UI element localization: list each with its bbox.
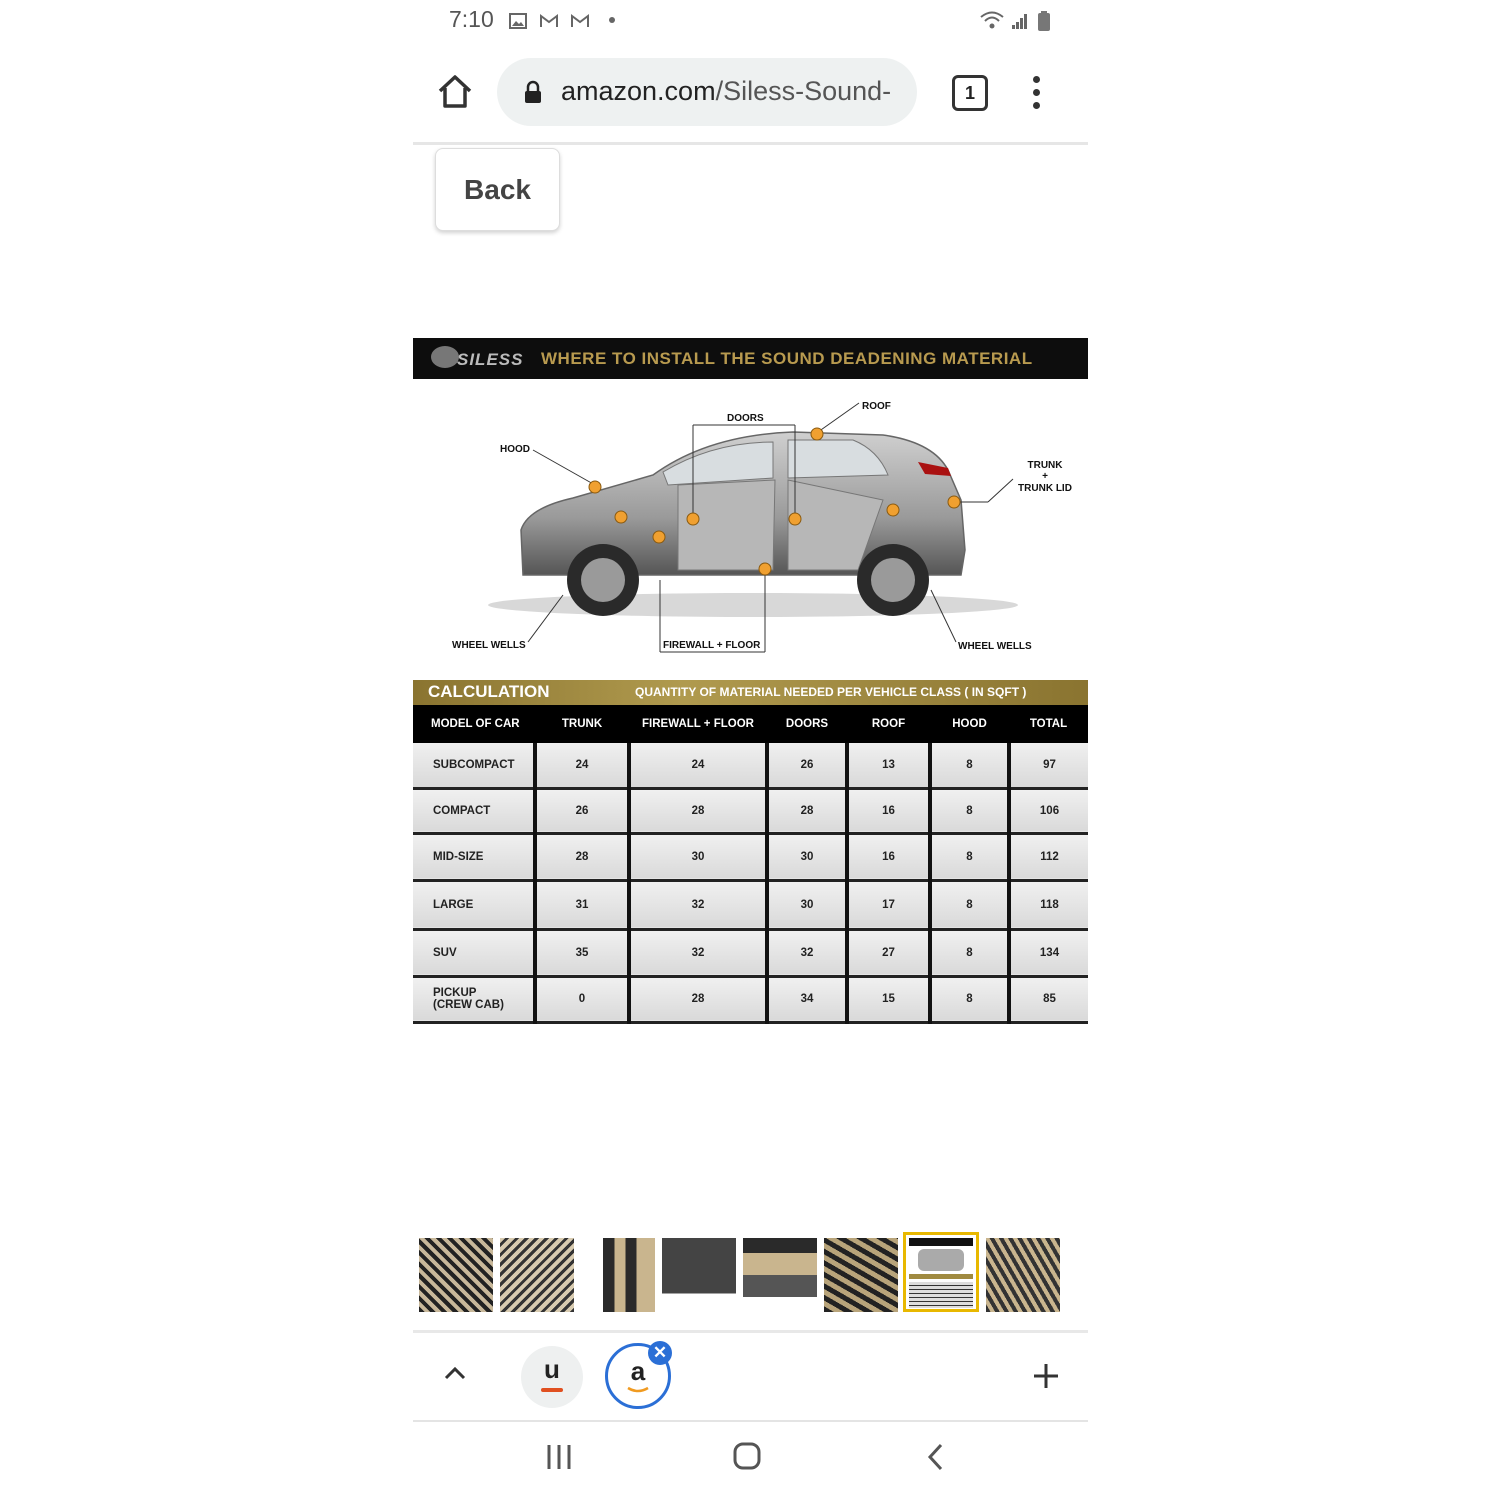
door-dot — [789, 513, 801, 525]
firewall-cell: 28 — [629, 976, 767, 1022]
calculation-bar — [413, 680, 1088, 705]
table-row — [413, 743, 1088, 788]
callout-trunk-lid: TRUNK LID — [1018, 483, 1072, 494]
browser-toolbar — [413, 42, 1088, 145]
model-cell: LARGE — [413, 880, 535, 929]
status-time: 7:10 — [449, 6, 494, 32]
roof-cell: 13 — [847, 743, 930, 788]
callout-wheel-wells-left: WHEEL WELLS — [452, 640, 526, 651]
wifi-icon — [979, 10, 1005, 30]
doors-cell: 34 — [767, 976, 847, 1022]
chevron-up-icon[interactable] — [443, 1365, 467, 1381]
total-cell: 134 — [1009, 929, 1088, 976]
overflow-menu-button[interactable] — [1031, 76, 1043, 115]
doors-cell: 26 — [767, 743, 847, 788]
signal-icon — [1011, 12, 1029, 30]
model-line: PICKUP — [433, 987, 477, 999]
roof-cell: 17 — [847, 880, 930, 929]
dot-icon — [608, 16, 616, 24]
total-cell: 112 — [1009, 833, 1088, 880]
callout-roof: ROOF — [862, 401, 891, 412]
phone-screen — [413, 0, 1088, 1500]
firewall-cell: 32 — [629, 880, 767, 929]
floor-dot — [759, 563, 771, 575]
thumbnail-4[interactable] — [662, 1238, 736, 1312]
roof-cell: 16 — [847, 833, 930, 880]
table-row — [413, 880, 1088, 929]
trunk-dot — [948, 496, 960, 508]
model-cell: MID-SIZE — [413, 833, 535, 880]
trunk-cell: 0 — [535, 976, 629, 1022]
trunk-cell: 31 — [535, 880, 629, 929]
extension-amazon-letter: a — [630, 1356, 646, 1386]
android-navigation-bar — [413, 1418, 1088, 1500]
table-row — [413, 833, 1088, 880]
home-nav-icon[interactable] — [731, 1440, 763, 1472]
callout-firewall-floor: FIREWALL + FLOOR — [663, 640, 761, 651]
hood-dot — [589, 481, 601, 493]
callout-doors: DOORS — [727, 413, 764, 424]
firewall-cell: 30 — [629, 833, 767, 880]
thumbnail-5[interactable] — [743, 1238, 817, 1312]
roof-dot — [811, 428, 823, 440]
calculation-subtitle: QUANTITY OF MATERIAL NEEDED PER VEHICLE CLASS ( IN SQFT ) — [635, 685, 1027, 699]
gmail-icon — [570, 13, 590, 29]
trunk-cell: 35 — [535, 929, 629, 976]
table-row — [413, 929, 1088, 976]
hood-cell: 8 — [930, 788, 1009, 833]
callout-trunk-plus: + — [1042, 471, 1048, 482]
material-table — [413, 705, 1088, 1024]
callout-trunk: TRUNK — [1027, 460, 1063, 471]
total-cell: 106 — [1009, 788, 1088, 833]
thumbnail-strip — [419, 1236, 1079, 1314]
roof-cell: 27 — [847, 929, 930, 976]
image-icon — [509, 13, 527, 29]
status-bar — [413, 0, 1088, 42]
column-header: TRUNK — [535, 705, 629, 743]
model-cell — [413, 976, 535, 1022]
product-image-banner — [413, 338, 1088, 379]
hood-cell: 8 — [930, 976, 1009, 1022]
table-header-row — [413, 705, 1088, 743]
hood-cell: 8 — [930, 929, 1009, 976]
firewall-cell: 28 — [629, 788, 767, 833]
trunk-cell: 26 — [535, 788, 629, 833]
extension-u-letter: u — [544, 1354, 560, 1384]
column-header: MODEL OF CAR — [413, 705, 535, 743]
trunk-cell: 24 — [535, 743, 629, 788]
front-window — [663, 442, 773, 485]
banner-title: WHERE TO INSTALL THE SOUND DEADENING MATERIAL — [541, 349, 1033, 368]
trunk-cell: 28 — [535, 833, 629, 880]
doors-cell: 32 — [767, 929, 847, 976]
gmail-icon — [539, 13, 559, 29]
model-cell: SUV — [413, 929, 535, 976]
url-domain: amazon.com — [561, 76, 716, 106]
recent-apps-icon[interactable] — [544, 1442, 574, 1472]
table-row — [413, 788, 1088, 833]
total-cell: 85 — [1009, 976, 1088, 1022]
column-header: HOOD — [930, 705, 1009, 743]
close-extension-button[interactable]: ✕ — [648, 1341, 672, 1365]
rear-wheel-well-dot — [887, 504, 899, 516]
column-header: TOTAL — [1009, 705, 1088, 743]
extension-u-button[interactable] — [521, 1346, 583, 1408]
lock-icon — [523, 80, 543, 104]
amazon-smile-icon — [626, 1386, 650, 1394]
callout-wheel-wells-right: WHEEL WELLS — [958, 641, 1032, 652]
roof-cell: 16 — [847, 788, 930, 833]
thumbnail-3[interactable] — [581, 1238, 655, 1312]
callout-hood: HOOD — [500, 444, 530, 455]
thumbnail-2[interactable] — [500, 1238, 574, 1312]
calculation-title: CALCULATION — [428, 682, 550, 701]
table-row — [413, 976, 1088, 1022]
thumbnail-6[interactable] — [824, 1238, 898, 1312]
doors-cell: 30 — [767, 880, 847, 929]
tab-switcher-button[interactable]: 1 — [952, 75, 988, 111]
home-icon[interactable] — [435, 72, 475, 112]
roof-cell: 15 — [847, 976, 930, 1022]
hood-cell: 8 — [930, 880, 1009, 929]
column-header: DOORS — [767, 705, 847, 743]
total-cell: 118 — [1009, 880, 1088, 929]
model-line: (CREW CAB) — [433, 999, 504, 1011]
thumbnail-1[interactable] — [419, 1238, 493, 1312]
plus-icon[interactable] — [1031, 1361, 1061, 1391]
address-bar[interactable] — [497, 58, 917, 126]
doors-cell: 30 — [767, 833, 847, 880]
thumbnail-8[interactable] — [986, 1238, 1060, 1312]
model-cell: SUBCOMPACT — [413, 743, 535, 788]
car-diagram — [413, 380, 1088, 680]
total-cell: 97 — [1009, 743, 1088, 788]
url-text — [561, 76, 891, 107]
url-path: /Siless-Sound- — [715, 76, 892, 106]
doors-cell: 28 — [767, 788, 847, 833]
column-header: FIREWALL + FLOOR — [629, 705, 767, 743]
extension-u-underline — [541, 1388, 563, 1392]
column-header: ROOF — [847, 705, 930, 743]
hood-cell: 8 — [930, 833, 1009, 880]
back-nav-icon[interactable] — [925, 1442, 947, 1472]
thumbnail-7-selected[interactable] — [903, 1232, 979, 1312]
firewall-dot — [653, 531, 665, 543]
battery-icon — [1037, 10, 1051, 32]
bottom-toolbar — [413, 1330, 1088, 1422]
firewall-cell: 32 — [629, 929, 767, 976]
wheel-well-dot — [615, 511, 627, 523]
model-cell: COMPACT — [413, 788, 535, 833]
door-dot — [687, 513, 699, 525]
hood-cell: 8 — [930, 743, 1009, 788]
back-button[interactable]: Back — [435, 148, 560, 231]
firewall-cell: 24 — [629, 743, 767, 788]
siless-logo-icon — [431, 346, 459, 368]
brand-name: SILESS — [457, 350, 524, 369]
